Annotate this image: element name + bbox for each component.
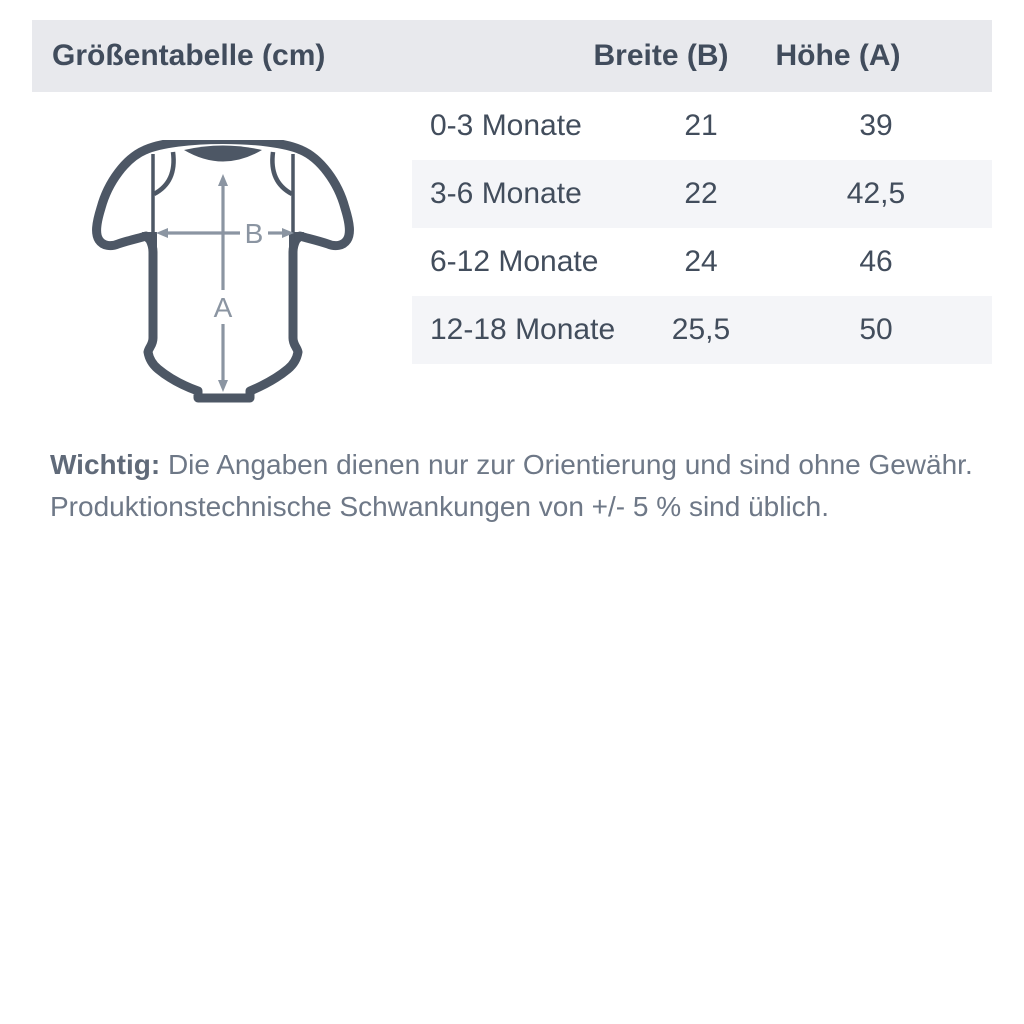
label-a: A bbox=[213, 292, 233, 323]
column-header-height: Höhe (A) bbox=[775, 39, 901, 72]
height-value: 42,5 bbox=[846, 177, 906, 210]
size-label: 3-6 Monate bbox=[430, 177, 582, 210]
label-b: B bbox=[244, 218, 264, 249]
disclaimer-line1: Die Angaben dienen nur zur Orientierung und sind ohne Gewähr. bbox=[167, 449, 973, 480]
table-row bbox=[412, 160, 992, 228]
height-value: 46 bbox=[859, 245, 893, 278]
size-label: 12-18 Monate bbox=[430, 313, 616, 346]
height-value: 50 bbox=[859, 313, 893, 346]
size-table bbox=[412, 92, 992, 364]
disclaimer-note bbox=[50, 444, 980, 528]
width-value: 25,5 bbox=[671, 313, 731, 346]
disclaimer-line2: Produktionstechnische Schwankungen von +/- 5 % sind üblich. bbox=[50, 491, 830, 522]
size-label: 0-3 Monate bbox=[430, 109, 582, 142]
table-row bbox=[412, 228, 992, 296]
width-value: 24 bbox=[684, 245, 718, 278]
width-value: 21 bbox=[684, 109, 718, 142]
column-header-width: Breite (B) bbox=[593, 39, 729, 72]
table-header-bar bbox=[32, 20, 992, 92]
size-label: 6-12 Monate bbox=[430, 245, 599, 278]
table-row bbox=[412, 92, 992, 160]
baby-bodysuit-diagram-icon bbox=[92, 140, 354, 405]
table-row bbox=[412, 296, 992, 364]
disclaimer-label: Wichtig: bbox=[50, 449, 161, 480]
width-value: 22 bbox=[684, 177, 718, 210]
table-title: Größentabelle (cm) bbox=[52, 39, 326, 72]
height-value: 39 bbox=[859, 109, 893, 142]
